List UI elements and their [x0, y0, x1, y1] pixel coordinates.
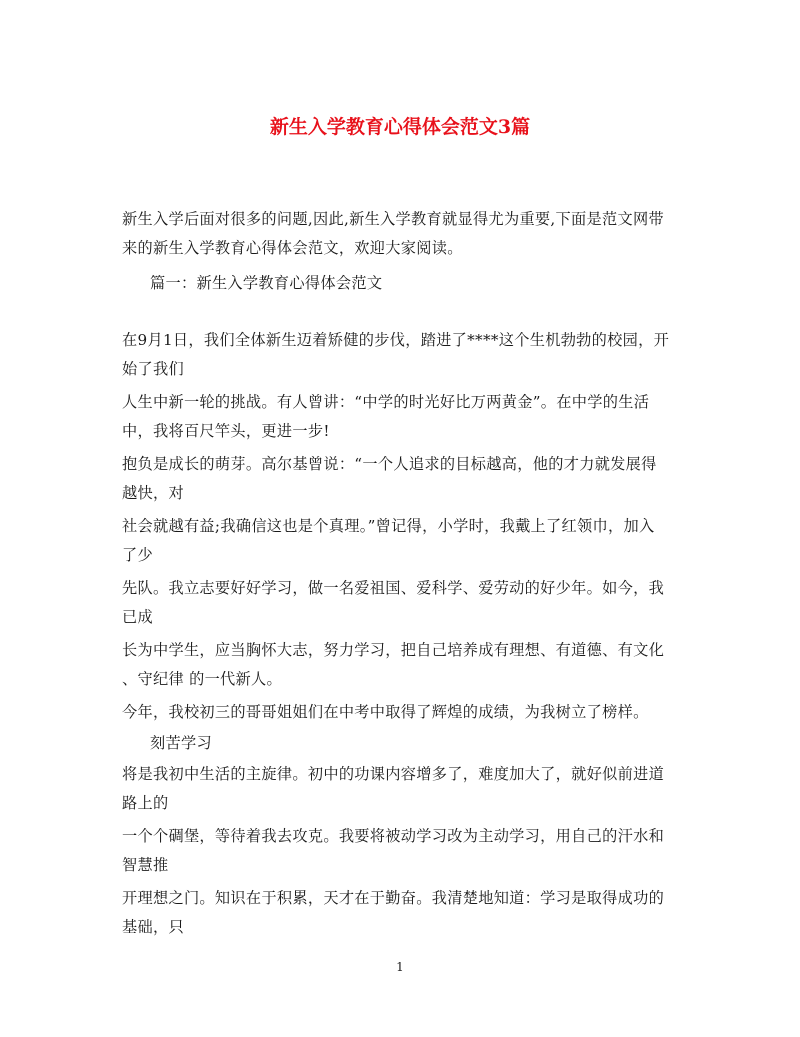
body-line: 今年，我校初三的哥哥姐姐们在中考中取得了辉煌的成绩，为我树立了榜样。: [122, 703, 649, 721]
body-line: 已成: [122, 608, 153, 626]
intro-line: 新生入学后面对很多的问题,因此,新生入学教育就显得尤为重要,下面是范文网带: [122, 210, 664, 228]
body-line: 刻苦学习: [150, 734, 212, 752]
body-line: 了少: [122, 546, 153, 564]
body-line: 抱负是成长的萌芽。高尔基曾说：“一个人追求的目标越高，他的才力就发展得: [122, 455, 657, 473]
body-line: 人生中新一轮的挑战。有人曾讲：“中学的时光好比万两黄金”。在中学的生活: [122, 393, 650, 411]
body-line: 、守纪律 的一代新人。: [122, 670, 283, 688]
body-line: 越快，对: [122, 484, 184, 502]
body-line: 社会就越有益;我确信这也是个真理。”曾记得，小学时，我戴上了红领巾，加入: [122, 517, 655, 535]
body-line: 始了我们: [122, 360, 184, 378]
body-line: 在9月1日，我们全体新生迈着矫健的步伐，踏进了****这个生机勃勃的校园，开: [122, 331, 670, 349]
body-line: 基础，只: [122, 918, 184, 936]
body-line: 一个个碉堡，等待着我去攻克。我要将被动学习改为主动学习，用自己的汗水和: [122, 827, 665, 845]
section-heading: 篇一：新生入学教育心得体会范文: [150, 274, 383, 292]
body-line: 先队。我立志要好好学习，做一名爱祖国、爱科学、爱劳动的好少年。如今，我: [122, 579, 665, 597]
body-line: 将是我初中生活的主旋律。初中的功课内容增多了，难度加大了，就好似前进道: [122, 765, 665, 783]
body-line: 开理想之门。知识在于积累，天才在于勤奋。我清楚地知道：学习是取得成功的: [122, 889, 665, 907]
intro-line: 来的新生入学教育心得体会范文，欢迎大家阅读。: [122, 239, 463, 257]
body-line: 长为中学生，应当胸怀大志，努力学习，把自己培养成有理想、有道德、有文化: [122, 641, 665, 659]
body-line: 中，我将百尺竿头，更进一步!: [122, 422, 330, 440]
body-line: 路上的: [122, 794, 169, 812]
document-title: 新生入学教育心得体会范文3篇: [269, 116, 531, 138]
page-number: 1: [396, 960, 404, 974]
body-line: 智慧推: [122, 856, 169, 874]
